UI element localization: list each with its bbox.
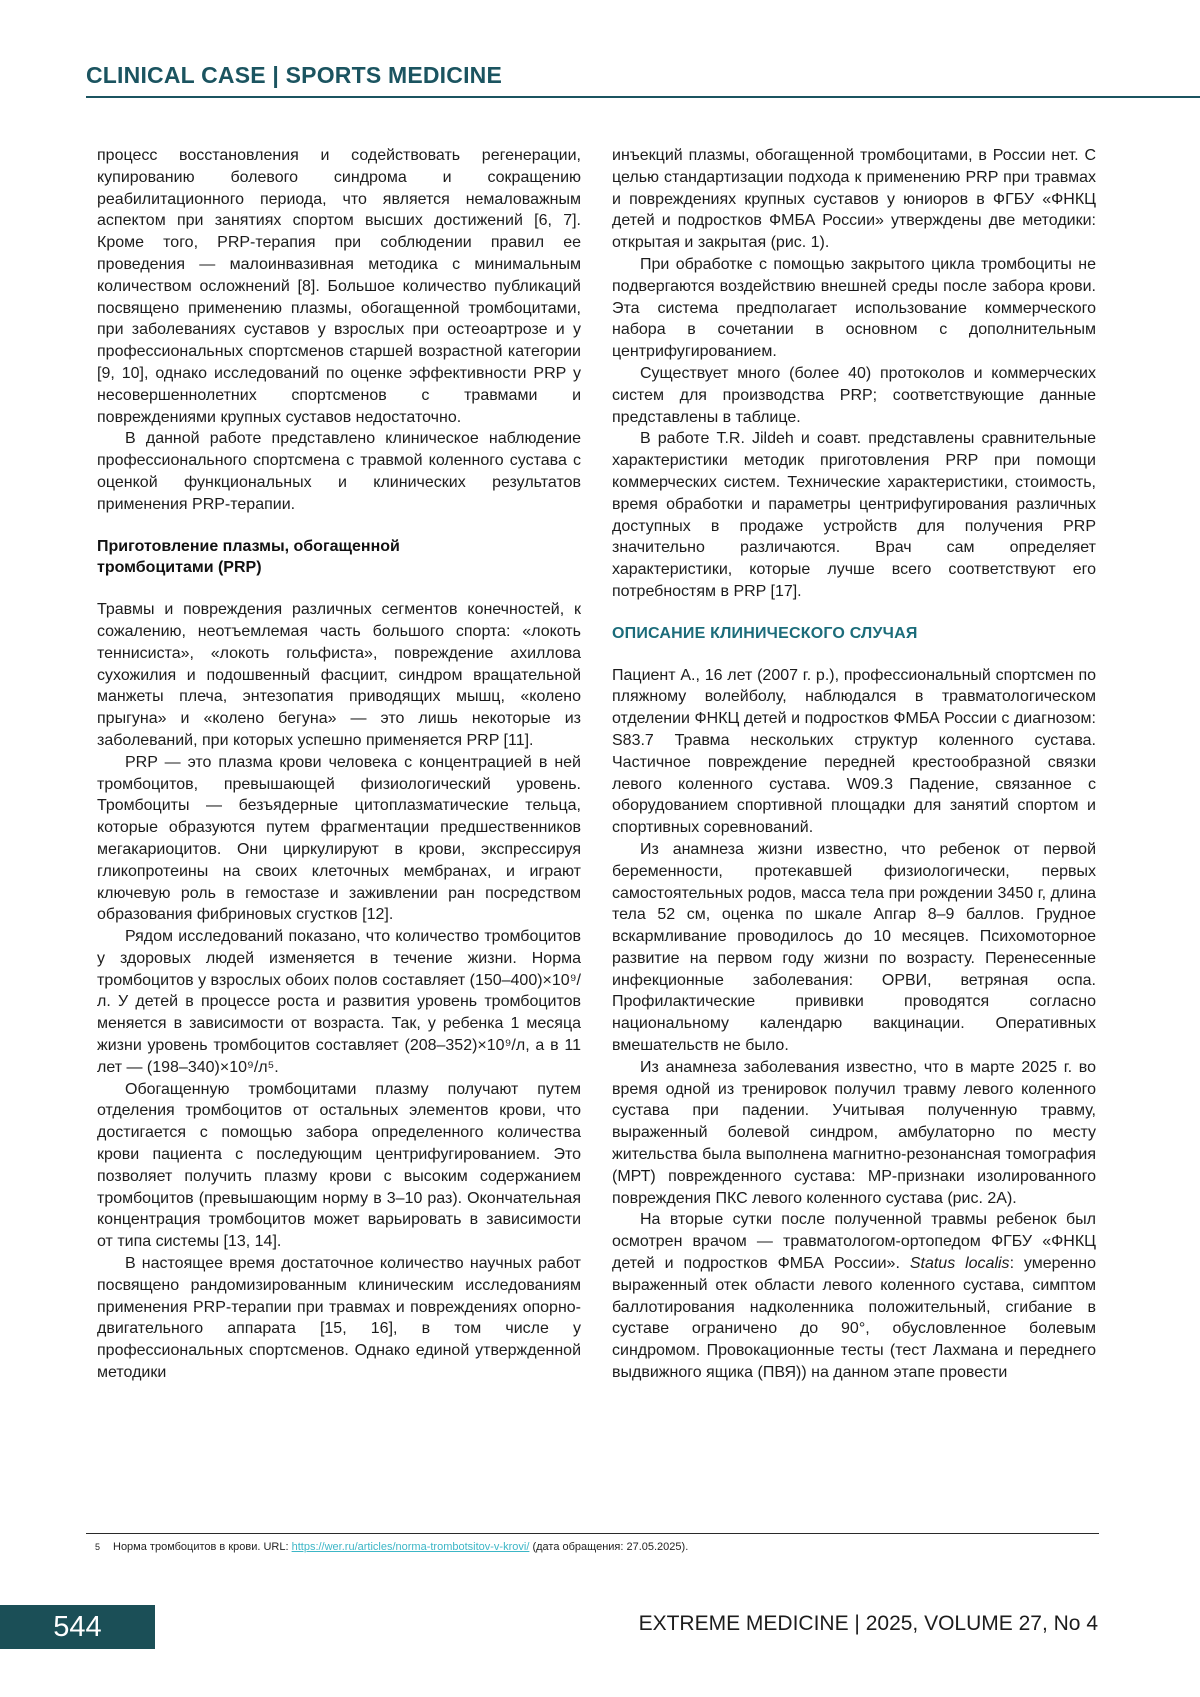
paragraph: В данной работе представлено клиническое наблюдение профессионального спортсмена с травмой коленного сустава с оценкой функциональных и клинических результатов применения PRP-терапии.	[97, 430, 581, 513]
footnote	[95, 1540, 1095, 1554]
paragraph: Травмы и повреждения различных сегментов конечностей, к сожалению, неотъемлемая часть большого спорта: «локоть теннисиста», «локоть гольфиста», повреждение ахиллова сухожилия и подошвенный фасциит, синдром вращательной манжеты плеча, энтезопатия приводящих мышц, «колено прыгуна» и «колено бегуна» — это лишь некоторые из заболеваний, при которых успешно применяется PRP [11].	[97, 601, 581, 749]
paragraph: Пациент А., 16 лет (2007 г. р.), профессиональный спортсмен по пляжному волейболу, наблюдался в травматологическом отделении ФНКЦ детей и подростков ФМБА России с диагнозом: S83.7 Травма нескольких структур коленного сустава. Частичное повреждение передней крестообразной связки левого коленного сустава. W09.3 Падение, связанное с оборудованием спортивной площадки для занятий спортом и спортивных соревнований.	[612, 666, 1096, 837]
footnote-divider	[86, 1533, 1099, 1534]
subsection-heading-line: тромбоцитами (PRP)	[97, 559, 262, 577]
subsection-heading	[97, 536, 581, 580]
paragraph: PRP — это плазма крови человека с концентрацией в ней тромбоцитов, превышающей физиологический уровень. Тромбоциты — безъядерные цитоплазматические тельца, которые образуются путем фрагментации предшественников мегакариоцитов. Они циркулируют в крови, экспрессируя гликопротеины на своих клеточных мембранах, и играют ключевую роль в гемостазе и заживлении ран посредством образования фибриновых сгустков [12].	[97, 753, 581, 924]
page-number: 544	[0, 1605, 155, 1649]
paragraph: Обогащенную тромбоцитами плазму получают путем отделения тромбоцитов от остальных элементов крови, что достигается с помощью забора определенного количества крови пациента с последующим центрифугированием. Это позволяет получить плазму крови с высоким содержанием тромбоцитов (превышающим норму в 3–10 раз). Окончательная концентрация тромбоцитов может варьировать в зависимости от типа системы [13, 14].	[97, 1080, 581, 1251]
paragraph: Из анамнеза заболевания известно, что в марте 2025 г. во время одной из тренировок получил травму левого коленного сустава при падении. Учитывая полученную травму, выраженный болевой синдром, амбулаторно по месту жительства была выполнена магнитно-резонансная томография (МРТ) поврежденного сустава: МР-признаки изолированного повреждения ПКС левого коленного сустава (рис. 2А).	[612, 1058, 1096, 1207]
status-localis-term: Status localis	[909, 1255, 1010, 1273]
paragraph-text: На вторые сутки после полученной травмы ребенок был осмотрен врачом — травматологом-ортопедом ФГБУ «ФНКЦ детей и подростков ФМБА России».	[612, 1211, 1096, 1273]
footnote-text: Норма тромбоцитов в крови. URL:	[113, 1541, 292, 1553]
footnote-link[interactable]: https://wer.ru/articles/norma-trombotsitov-v-krovi/	[291, 1541, 530, 1553]
paragraph: В настоящее время достаточное количество научных работ посвящено рандомизированным клиническим исследованиям применения PRP-терапии при травмах и повреждениях опорно-двигательного аппарата [15, 16], в том числе у профессиональных спортсменов. Однако единой утвержденной методики	[97, 1255, 581, 1382]
journal-title: EXTREME MEDICINE | 2025, VOLUME 27, No 4	[638, 1612, 1098, 1635]
subsection-heading-line: Приготовление плазмы, обогащенной	[97, 537, 400, 555]
paragraph: процесс восстановления и содействовать регенерации, купированию болевого синдрома и сокращению реабилитационного периода, что является немаловажным аспектом при занятиях спортом высших достижений [6, 7]. Кроме того, PRP-терапия при соблюдении правил ее проведения — малоинвазивная методика с минимальным количеством осложнений [8]. Большое количество публикаций посвящено применению плазмы, обогащенной тромбоцитами, при заболеваниях суставов у взрослых при остеоартрозе и у профессиональных спортсменов старшей возрастной категории [9, 10], однако исследований по оценке эффективности PRP у несовершеннолетних спортсменов с травмами и повреждениями крупных суставов недостаточно.	[97, 147, 581, 426]
right-column	[612, 145, 1096, 1384]
header-divider	[86, 96, 1200, 98]
footnote-marker: 5	[95, 1542, 101, 1552]
running-header: CLINICAL CASE | SPORTS MEDICINE	[86, 62, 503, 88]
paragraph: При обработке с помощью закрытого цикла тромбоциты не подвергаются воздействию внешней среды после забора крови. Эта система предполагает использование коммерческого набора в сочетании в основном с дополнительным центрифугированием.	[612, 255, 1096, 361]
footnote-text: (дата обращения: 27.05.2025).	[529, 1541, 689, 1553]
paragraph: Рядом исследований показано, что количество тромбоцитов у здоровых людей изменяется в течение жизни. Норма тромбоцитов у взрослых обоих полов составляет (150–400)×10⁹/л. У детей в процессе роста и развития уровень тромбоцитов меняется в зависимости от возраста. Так, у ребенка 1 месяца жизни уровень тромбоцитов составляет (208–352)×10⁹/л, а в 11 лет — (198–340)×10⁹/л⁵.	[97, 928, 581, 1076]
paragraph: инъекций плазмы, обогащенной тромбоцитами, в России нет. С целью стандартизации подхода к применению PRP при травмах и повреждениях крупных суставов у юниоров в ФГБУ «ФНКЦ детей и подростков ФМБА России» утверждены две методики: открытая и закрытая (рис. 1).	[612, 147, 1096, 252]
paragraph: Из анамнеза жизни известно, что ребенок от первой беременности, протекавшей физиологически, первых самостоятельных родов, масса тела при рождении 3450 г, длина тела 52 см, оценка по шкале Апгар 8–9 баллов. Грудное вскармливание проводилось до 10 месяцев. Психомоторное развитие на первом году жизни по возрасту. Перенесенные инфекционные заболевания: ОРВИ, ветряная оспа. Профилактические прививки проводятся согласно национальному календарю вакцинации. Оперативных вмешательств не было.	[612, 840, 1096, 1055]
paragraph: В работе T.R. Jildeh и соавт. представлены сравнительные характеристики методик приготовления PRP при помощи коммерческих систем. Технические характеристики, стоимость, время обработки и параметры центрифугирования различных доступных в продаже устройств для получения PRP значительно различаются. Врач сам определяет характеристики, которые лучше всего соответствуют его потребностям в PRP [17].	[612, 430, 1096, 600]
left-column	[97, 145, 581, 1384]
section-heading: ОПИСАНИЕ КЛИНИЧЕСКОГО СЛУЧАЯ	[612, 624, 918, 642]
paragraph-text: : умеренно выраженный отек области левого коленного сустава, симптом баллотирования надколенника положительный, сгибание в суставе ограничено до 90°, обусловленное болевым синдромом. Провокационные тесты (тест Лахмана и переднего выдвижного ящика (ПВЯ)) на данном этапе провести	[612, 1255, 1097, 1382]
paragraph: Существует много (более 40) протоколов и коммерческих систем для производства PRP; соответствующие данные представлены в таблице.	[612, 364, 1096, 426]
paragraph	[612, 1209, 1096, 1383]
